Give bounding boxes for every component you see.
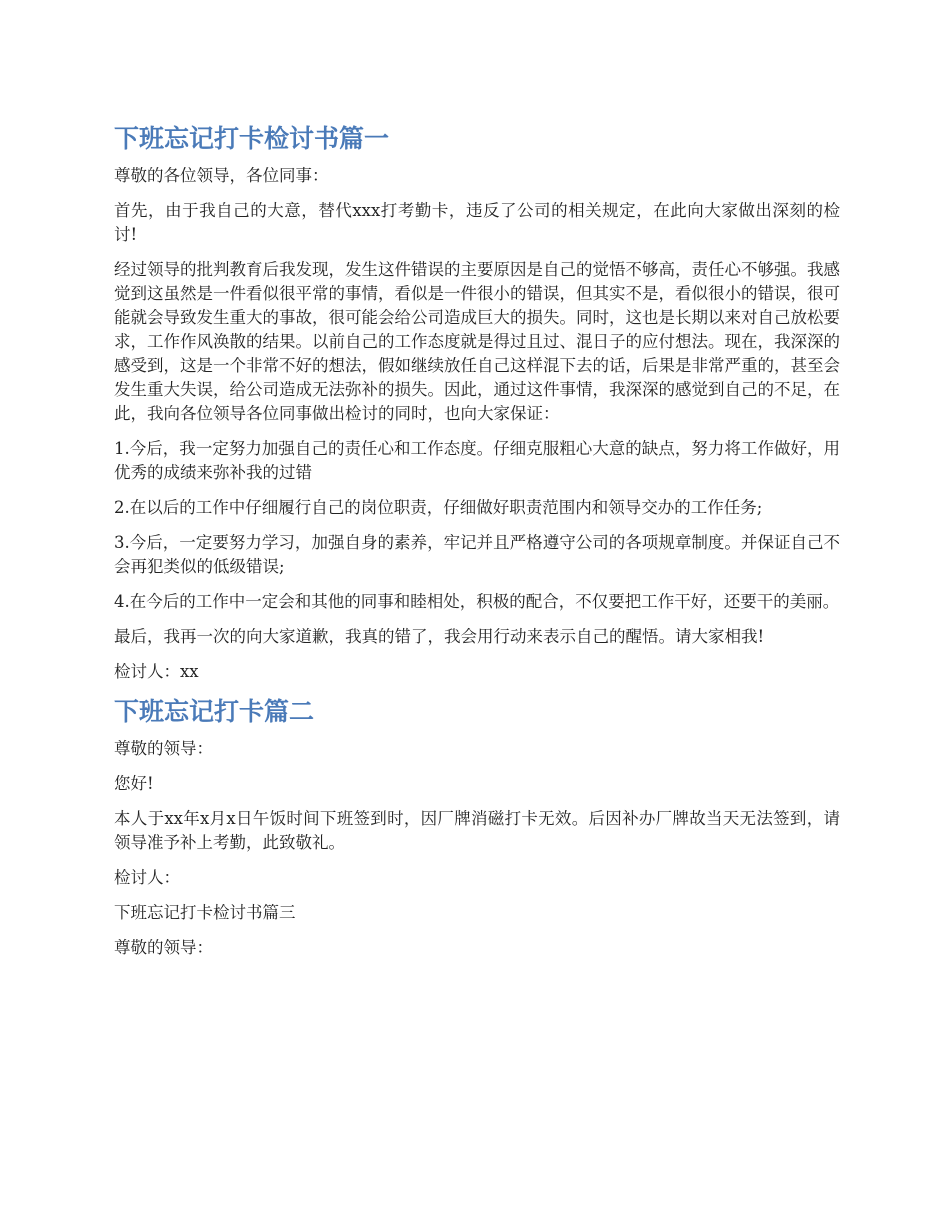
section2-signature: 检讨人： bbox=[114, 868, 180, 887]
section2-greeting: 尊敬的领导： bbox=[114, 739, 213, 758]
section2-body: 本人于xx年x月x日午饭时间下班签到时，因厂牌消磁打卡无效。后因补办厂牌故当天无法签到，请领导准予补上考勤，此致敬礼。 bbox=[114, 809, 840, 852]
section1-item-2: 2.在以后的工作中仔细履行自己的岗位职责，仔细做好职责范围内和领导交办的工作任务; bbox=[114, 498, 763, 517]
section1-paragraph-2: 经过领导的批判教育后我发现，发生这件错误的主要原因是自己的觉悟不够高，责任心不够强。我感觉到这虽然是一件看似很平常的事情，看似是一件很小的错误，但其实不是，看似很小的错误，很可能就会导致发生重大的事故，很可能会给公司造成巨大的损失。同时，这也是长期以来对自己放松要求，工作作风涣散的结果。以前自己的工作态度就是得过且过、混日子的应付想法。现在，我深深的感受到，这是一个非常不好的想法，假如继续放任自己这样混下去的话，后果是非常严重的，甚至会发生重大失误，给公司造成无法弥补的损失。因此，通过这件事情，我深深的感觉到自己的不足，在此，我向各位领导各位同事做出检讨的同时，也向大家保证： bbox=[114, 260, 840, 423]
section1-paragraph-1: 首先，由于我自己的大意，替代xxx打考勤卡，违反了公司的相关规定，在此向大家做出深刻的检讨! bbox=[114, 201, 840, 244]
section1-item-3: 3.今后，一定要努力学习，加强自身的素养，牢记并且严格遵守公司的各项规章制度。并保证自己不会再犯类似的低级错误; bbox=[114, 533, 840, 576]
section3-title: 下班忘记打卡检讨书篇三 bbox=[114, 903, 296, 922]
section2-title: 下班忘记打卡篇二 bbox=[114, 697, 315, 726]
section1-item-1: 1.今后，我一定努力加强自己的责任心和工作态度。仔细克服粗心大意的缺点，努力将工作做好，用优秀的成绩来弥补我的过错 bbox=[114, 439, 840, 482]
section1-title: 下班忘记打卡检讨书篇一 bbox=[114, 124, 390, 153]
section2-hello: 您好! bbox=[114, 774, 154, 793]
document-page bbox=[114, 122, 840, 960]
section1-greeting: 尊敬的各位领导，各位同事： bbox=[114, 166, 329, 185]
section1-item-4: 4.在今后的工作中一定会和其他的同事和睦相处，积极的配合，不仅要把工作干好，还要干的美丽。 bbox=[114, 592, 840, 611]
section3-greeting: 尊敬的领导： bbox=[114, 938, 213, 957]
section1-closing: 最后，我再一次的向大家道歉，我真的错了，我会用行动来表示自己的醒悟。请大家相我! bbox=[114, 627, 765, 646]
section1-signature: 检讨人：xx bbox=[114, 662, 199, 681]
